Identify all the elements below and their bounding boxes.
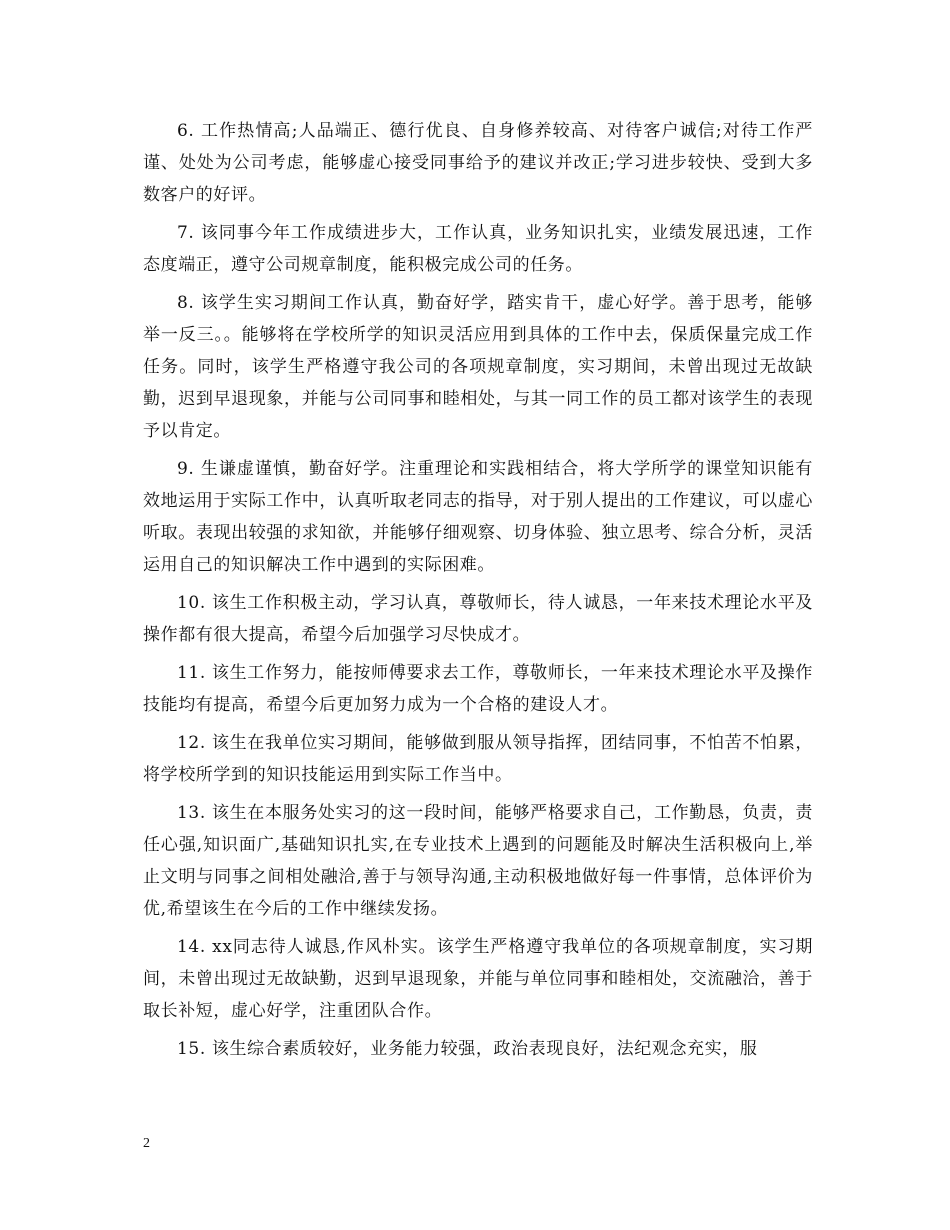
paragraph-8: 8. 该学生实习期间工作认真，勤奋好学，踏实肯干，虚心好学。善于思考，能够举一反三。。能够将在学校所学的知识灵活应用到具体的工作中去，保质保量完成工作任务。同时，该学生严格遵守我公司的各项规章制度，实习期间，未曾出现过无故缺勤，迟到早退现象，并能与公司同事和睦相处，与其一同工作的员工都对该学生的表现予以肯定。	[143, 293, 813, 441]
paragraph-6: 6. 工作热情高;人品端正、德行优良、自身修养较高、对待客户诚信;对待工作严谨、处处为公司考虑，能够虚心接受同事给予的建议并改正;学习进步较快、受到大多数客户的好评。	[143, 121, 813, 205]
paragraph-14: 14. xx同志待人诚恳,作风朴实。该学生严格遵守我单位的各项规章制度，实习期间，未曾出现过无故缺勤，迟到早退现象，并能与单位同事和睦相处，交流融洽，善于取长补短，虚心好学，注重团队合作。	[143, 937, 813, 1021]
paragraph-7: 7. 该同事今年工作成绩进步大，工作认真，业务知识扎实，业绩发展迅速，工作态度端正，遵守公司规章制度，能积极完成公司的任务。	[143, 223, 813, 275]
paragraph-13: 13. 该生在本服务处实习的这一段时间，能够严格要求自己，工作勤恳，负责，责任心强,知识面广,基础知识扎实,在专业技术上遇到的问题能及时解决生活积极向上,举止文明与同事之间相处融洽,善于与领导沟通,主动积极地做好每一件事情，总体评价为优,希望该生在今后的工作中继续发扬。	[143, 803, 813, 919]
page-number: 2	[143, 1136, 150, 1151]
paragraph-15: 15. 该生综合素质较好，业务能力较强，政治表现良好，法纪观念充实，服	[177, 1039, 758, 1059]
paragraph-9: 9. 生谦虚谨慎，勤奋好学。注重理论和实践相结合，将大学所学的课堂知识能有效地运用于实际工作中，认真听取老同志的指导，对于别人提出的工作建议，可以虚心听取。表现出较强的求知欲，并能够仔细观察、切身体验、独立思考、综合分析，灵活运用自己的知识解决工作中遇到的实际困难。	[143, 459, 813, 575]
paragraph-12: 12. 该生在我单位实习期间，能够做到服从领导指挥，团结同事，不怕苦不怕累，将学校所学到的知识技能运用到实际工作当中。	[143, 733, 813, 785]
document-body	[143, 115, 813, 1071]
paragraph-11: 11. 该生工作努力，能按师傅要求去工作，尊敬师长，一年来技术理论水平及操作技能均有提高，希望今后更加努力成为一个合格的建设人才。	[143, 663, 813, 715]
paragraph-10: 10. 该生工作积极主动，学习认真，尊敬师长，待人诚恳，一年来技术理论水平及操作都有很大提高，希望今后加强学习尽快成才。	[143, 593, 813, 645]
